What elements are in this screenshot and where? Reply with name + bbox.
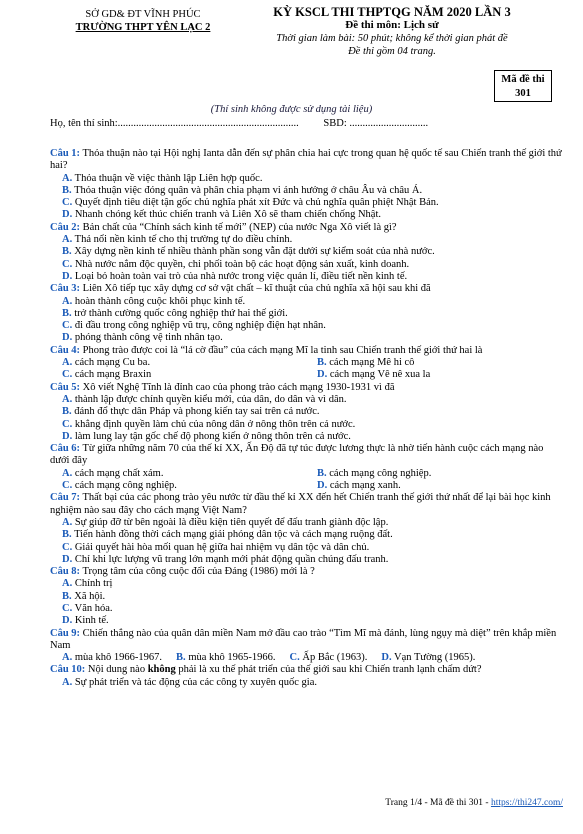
question-text: Chiến thắng nào của quân dân miền Nam mở đầu cao trào “Tìm Mĩ mà đánh, lùng ngụy mà diệt” trên khắp miền Nam [50, 627, 557, 651]
option-text: Vạn Tường (1965). [394, 652, 476, 664]
question-number: Câu 2: [50, 221, 81, 233]
option-text: Giải quyết hài hòa mối quan hệ giữa hai nhiệm vụ dân tộc và dân chủ. [74, 541, 370, 553]
answer-option [62, 652, 162, 664]
option-text: mùa khô 1965-1966. [188, 652, 276, 664]
header-left [58, 8, 228, 34]
question-number: Câu 6: [50, 443, 81, 455]
option-letter: D. [62, 553, 73, 565]
option-letter: D. [317, 369, 328, 381]
option-letter: A. [62, 357, 73, 369]
option-text: đánh đổ thực dân Pháp và phong kiến tay sai trên cả nước. [74, 406, 320, 418]
option-letter: D. [62, 332, 73, 344]
candidate-name-line: Họ, tên thí sinh:..................................................................... [50, 118, 299, 129]
option-text: cách mạng xanh. [329, 480, 401, 492]
candidate-info [50, 118, 428, 129]
question-text-emphasis: không [147, 664, 176, 676]
option-text: Thỏa thuận về việc thành lập Liên hợp quốc. [74, 172, 263, 184]
time-note: Thời gian làm bài: 50 phút; không kể thời gian phát đề [276, 33, 508, 44]
answer-option [50, 542, 565, 554]
option-letter: C. [62, 602, 73, 614]
exam-title: KỲ KSCL THI THPTQG NĂM 2020 LẦN 3 [273, 5, 511, 19]
option-letter: D. [62, 615, 73, 627]
answer-option [50, 246, 565, 258]
exam-code-box [494, 70, 552, 102]
option-letter: A. [62, 234, 73, 246]
option-letter: C. [62, 541, 73, 553]
answer-option [50, 308, 565, 320]
answer-option [50, 591, 565, 603]
question-number: Câu 10: [50, 664, 86, 676]
answer-option [176, 652, 275, 664]
question-text: Xô viết Nghệ Tĩnh là đỉnh cao của phong trào cách mạng 1930-1931 vì đã [82, 381, 395, 393]
option-letter: D. [317, 480, 328, 492]
option-text: cách mạng công nghiệp. [329, 467, 432, 479]
option-text: thành lập được chính quyền kiểu mới, của dân, do dân và vì dân. [74, 393, 347, 405]
question-number: Câu 8: [50, 566, 81, 578]
question-9 [50, 628, 565, 665]
option-text: Thả nổi nền kinh tế cho thị trường tự do điều chỉnh. [74, 234, 293, 246]
option-text: Chính trị [74, 578, 113, 590]
option-text: Nhà nước nắm độc quyền, chi phối toàn bộ các hoạt động sản xuất, kinh doanh. [74, 258, 410, 270]
option-text: Văn hóa. [74, 602, 113, 614]
option-letter: A. [62, 676, 73, 688]
options-grid [50, 357, 565, 382]
materials-note: (Thí sinh không được sử dụng tài liệu) [210, 104, 373, 115]
option-text: Chỉ khi lực lượng vũ trang lớn mạnh mới phát động quần chúng đấu tranh. [74, 553, 389, 565]
question-number: Câu 4: [50, 344, 81, 356]
exam-code-value: 301 [515, 88, 531, 99]
question-stem [50, 628, 565, 653]
question-stem [50, 382, 565, 394]
option-text: phóng thành công vệ tinh nhân tạo. [74, 332, 223, 344]
answer-option [50, 185, 565, 197]
answer-option [50, 259, 565, 271]
pages-note: Đề thi gồm 04 trang. [348, 46, 436, 57]
option-letter: C. [62, 258, 73, 270]
option-text: Sự phát triển và tác động của các công ty xuyên quốc gia. [74, 676, 317, 688]
option-text: Ấp Bắc (1963). [302, 652, 368, 664]
option-letter: A. [62, 578, 73, 590]
department-name: SỞ GD& ĐT VĨNH PHÚC [85, 9, 201, 20]
question-text: Liên Xô tiếp tục xây dựng cơ sở vật chất – kĩ thuật của chủ nghĩa xã hội sau khi đã [82, 283, 431, 295]
question-10 [50, 664, 565, 689]
question-3 [50, 283, 565, 344]
option-text: Xây dựng nền kinh tế nhiều thành phần song vẫn đặt dưới sự kiểm soát của nhà nước. [74, 246, 435, 258]
header-right [242, 6, 542, 58]
answer-option [50, 517, 565, 529]
answer-option [62, 369, 317, 381]
question-text: Trọng tâm của công cuộc đổi của Đảng (1986) mới là ? [82, 566, 315, 578]
option-letter: B. [317, 357, 327, 369]
question-6 [50, 443, 565, 492]
option-letter: B. [62, 246, 72, 258]
answer-option [50, 529, 565, 541]
question-stem [50, 492, 565, 517]
option-text: Kinh tế. [74, 615, 109, 627]
question-stem [50, 566, 565, 578]
footer-text: Trang 1/4 - Mã đề thi 301 - [385, 798, 491, 808]
option-text: Loại bỏ hoàn toàn vai trò của nhà nước trong việc quản lí, điều tiết nền kinh tế. [74, 270, 408, 282]
answer-option [50, 615, 565, 627]
answer-option [50, 406, 565, 418]
question-list [50, 148, 565, 689]
answer-option [50, 209, 565, 221]
question-text: Thất bại của các phong trào yêu nước từ đầu thế kỉ XX đến hết Chiến tranh thế giới thứ nhất để lại bài học kinh nghiệm nào sau đây cho cách mạng Việt Nam? [50, 492, 551, 516]
option-letter: A. [62, 295, 73, 307]
option-letter: D. [381, 652, 392, 664]
answer-option [381, 652, 475, 664]
option-letter: A. [62, 516, 73, 528]
question-stem [50, 443, 565, 468]
option-letter: C. [62, 197, 73, 209]
option-text: cách mạng Vê nê xua la [329, 369, 431, 381]
option-letter: B. [62, 529, 72, 541]
answer-option [50, 296, 565, 308]
question-8 [50, 566, 565, 627]
option-text: làm lung lay tận gốc chế độ phong kiến ở nông thôn trên cả nước. [74, 430, 351, 442]
answer-option [50, 173, 565, 185]
option-text: Nhanh chóng kết thúc chiến tranh và Liên Xô sẽ tham chiến chống Nhật. [74, 209, 381, 221]
option-letter: D. [62, 209, 73, 221]
question-5 [50, 382, 565, 443]
option-letter: C. [62, 480, 73, 492]
answer-option [317, 369, 567, 381]
answer-option [50, 431, 565, 443]
answer-option [50, 197, 565, 209]
candidate-sbd-line: SBD: .............................. [323, 118, 429, 129]
answer-option [50, 234, 565, 246]
question-number: Câu 9: [50, 627, 81, 639]
answer-option [50, 419, 565, 431]
question-stem [50, 664, 565, 676]
option-letter: C. [62, 320, 73, 332]
question-7 [50, 492, 565, 566]
answer-option [50, 578, 565, 590]
answer-option [50, 394, 565, 406]
option-letter: A. [62, 467, 73, 479]
answer-option [50, 603, 565, 615]
question-stem [50, 148, 565, 173]
question-number: Câu 3: [50, 283, 81, 295]
question-2 [50, 222, 565, 283]
answer-option [50, 677, 565, 689]
option-text: hoàn thành công cuộc khôi phục kinh tế. [74, 295, 246, 307]
option-text: khẳng định quyền làm chủ của nông dân ở nông thôn trên cả nước. [74, 418, 356, 430]
answer-option [317, 357, 567, 369]
option-text: cách mạng Braxin [74, 369, 152, 381]
option-letter: C. [289, 652, 300, 664]
option-text: Tiến hành đồng thời cách mạng giải phóng dân tộc và cách mạng ruộng đất. [74, 529, 393, 541]
answer-option [50, 332, 565, 344]
option-letter: B. [62, 590, 72, 602]
question-number: Câu 7: [50, 492, 81, 504]
option-text: trở thành cường quốc công nghiệp thứ hai thế giới. [74, 307, 288, 319]
footer-link[interactable]: https://thi247.com/ [490, 798, 563, 808]
question-stem [50, 345, 565, 357]
answer-option [317, 480, 567, 492]
answer-option [290, 652, 368, 664]
option-text: đi đầu trong công nghiệp vũ trụ, công nghiệp điện hạt nhân. [74, 320, 326, 332]
option-letter: A. [62, 393, 73, 405]
option-text: cách mạng Cu ba. [74, 357, 151, 369]
option-letter: A. [62, 172, 73, 184]
answer-option [62, 480, 317, 492]
question-text: Thỏa thuận nào tại Hội nghị Ianta dẫn đến sự phân chia hai cực trong quan hệ quốc tế sau Chiến tranh thế giới thứ hai? [50, 148, 562, 172]
exam-subject: Đề thi môn: Lịch sử [345, 19, 439, 31]
answer-option [50, 554, 565, 566]
option-letter: B. [62, 307, 72, 319]
option-text: Sự giúp đỡ từ bên ngoài là điều kiện tiên quyết để đấu tranh giành độc lập. [74, 516, 389, 528]
question-text: Bản chất của “Chính sách kinh tế mới” (NEP) của nước Nga Xô viết là gì? [82, 221, 397, 233]
answer-option [317, 468, 567, 480]
option-text: mùa khô 1966-1967. [74, 652, 163, 664]
option-text: cách mạng chất xám. [74, 467, 164, 479]
question-number: Câu 1: [50, 148, 81, 159]
answer-option [50, 320, 565, 332]
school-name: TRƯỜNG THPT YÊN LẠC 2 [75, 22, 211, 33]
question-number: Câu 5: [50, 381, 81, 393]
answer-option [62, 468, 317, 480]
question-1 [50, 148, 565, 222]
question-text: Từ giữa những năm 70 của thế kỉ XX, Ấn Độ đã tự túc được lương thực là nhờ tiến hành cuộc cách mạng nào dưới đây [50, 443, 544, 467]
option-text: cách mạng Mê hi cô [329, 357, 415, 369]
option-letter: B. [176, 652, 186, 664]
option-letter: B. [62, 184, 72, 196]
question-text: Phong trào được coi là “lá cờ đầu” của cách mạng Mĩ la tinh sau Chiến tranh thế giới thứ hai là [82, 344, 483, 356]
option-letter: D. [62, 430, 73, 442]
answer-option [50, 271, 565, 283]
answer-option [62, 357, 317, 369]
option-text: Xã hội. [74, 590, 106, 602]
option-letter: A. [62, 652, 73, 664]
option-letter: C. [62, 369, 73, 381]
option-letter: C. [62, 418, 73, 430]
exam-code-label: Mã đề thi [501, 74, 545, 85]
question-text: Nội dung nào [87, 664, 148, 676]
question-stem [50, 222, 565, 234]
options-row [50, 652, 565, 664]
options-grid [50, 468, 565, 493]
option-text: cách mạng công nghiệp. [74, 480, 177, 492]
option-text: Quyết định tiêu diệt tận gốc chủ nghĩa phát xít Đức và chủ nghĩa quân phiệt Nhật Bản. [74, 197, 439, 209]
option-text: Thỏa thuận việc đóng quân và phân chia phạm vi ảnh hưởng ở châu Âu và châu Á. [74, 184, 423, 196]
page-footer [385, 798, 563, 808]
option-letter: B. [62, 406, 72, 418]
question-4 [50, 345, 565, 382]
question-stem [50, 283, 565, 295]
question-text: phải là xu thế phát triển của thế giới sau khi Chiến tranh lạnh chấm dứt? [175, 664, 482, 676]
option-letter: D. [62, 270, 73, 282]
option-letter: B. [317, 467, 327, 479]
